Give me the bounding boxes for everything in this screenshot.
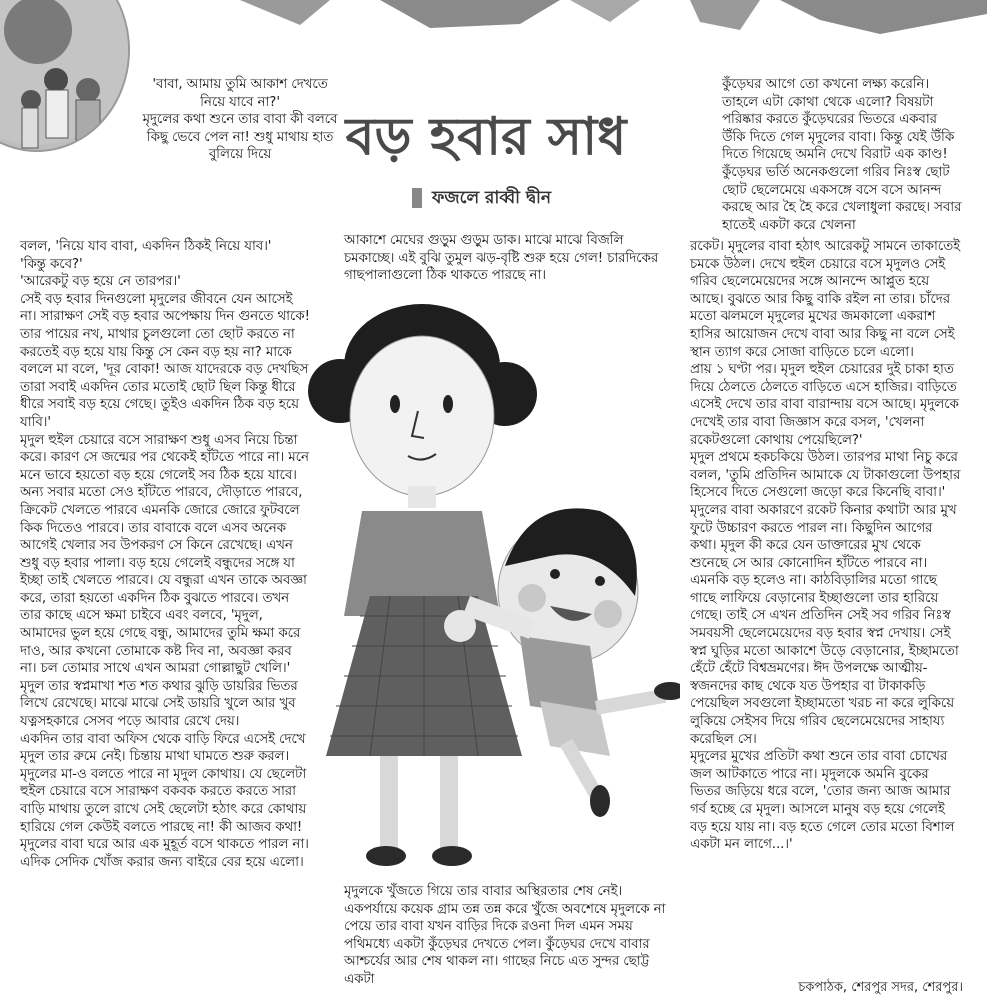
right-top-text: কুঁড়েঘর আগে তো কখনো লক্ষ্য করেনি। তাহলে এটা কোথা থেকে এলো? বিষয়টা পরিষ্কার করতে কুঁড়েঘরের ভিতরে একবার উঁকি দিতে গেল মৃদুলের বাবা। কিন্তু যেই উঁকি দিতে গিয়েছে অমনি দেখে বিরাট এক কাণ্ড! কুঁড়েঘর ভর্তি অনেকগুলো গরিব নিঃস্ব ছোট ছোট ছেলেমেয়ে একসঙ্গে বসে বসে আনন্দ করছে আর হৈ হৈ করে খেলাধুলা করছে। সবার হাতেই একটা করে খেলনা [722,77,962,233]
paragraph: একদিন তার বাবা অফিস থেকে বাড়ি ফিরে এসেই দেখে মৃদুল তার রুমে নেই। চিন্তায় মাথা ঘামতে শুরু করল। মৃদুলের মা-ও বলতে পারে না মৃদুল কোথায়। যে ছেলেটা হুইল চেয়ারে বসে সারাক্ষণ বকবক করতে করতে সারা বাড়ি মাথায় তুলে রাখে সেই ছেলেটা হঠাৎ করে কোথায় হারিয়ে গেল কেউই বলতে পারছে না! কী আজব কথা! মৃদুলের বাবা ঘরে আর এক মুহূর্ত বসে থাকতে পারল না। এদিক সেদিক খোঁজ করার জন্য বাইরে বের হয়ে এলো। [20,731,309,870]
paragraph: মৃদুল প্রথমে হকচকিয়ে উঠল। তারপর মাথা নিচু করে বলল, 'তুমি প্রতিদিন আমাকে যে টাকাগুলো উপহার হিসেবে দিতে সেগুলো জড়ো করে কিনেছি বাবা।' [690,450,961,501]
paragraph: বলল, 'নিয়ে যাব বাবা, একদিন ঠিকই নিয়ে যাব।' [20,239,272,254]
paragraph: সেই বড় হবার দিনগুলো মৃদুলের জীবনে যেন আসেই না। সারাক্ষণ সেই বড় হবার অপেক্ষায় দিন গুনতে থাকে! তার পায়ের নখ, মাথার চুলগুলো তো ছোট করতে না করতেই বড় হয়ে যায় কিন্তু সে কেন বড় হয় না? মাকে বললে মা বলে, 'দূর বোকা! আজ যাদেরকে বড় দেখছিস তারা সবাই একদিন তোর মতোই ছোট ছিল কিন্তু ধীরে ধীরে সবাই বড় হয়ে গেছে। তুইও একদিন ঠিক বড় হয়ে যাবি।' [20,291,310,430]
author-name: ফজলে রাব্বী দ্বীন [432,188,552,208]
paragraph: প্রায় ১ ঘণ্টা পর। মৃদুল হুইল চেয়ারের দুই চাকা হাত দিয়ে ঠেলতে ঠেলতে বাড়িতে এসে হাজির। বাড়িতে এসেই দেখে তার বাবা বারান্দায় বসে আছে। মৃদুলকে দেখেই তার বাবা জিজ্ঞাস করে বসল, 'খেলনা রকেটগুলো কোথায় পেয়েছিলে?' [690,362,959,448]
paragraph: 'বাবা, আমায় তুমি আকাশ দেখতে নিয়ে যাবে না?' [152,77,328,110]
paragraph: রকেট। মৃদুলের বাবা হঠাৎ আরেকটু সামনে তাকাতেই চমকে উঠল। দেখে হুইল চেয়ারে বসে মৃদুলও সেই গরিব ছেলেমেয়েদের সঙ্গে আনন্দে আপ্লুত হয়ে আছে। বুঝতে আর কিছু বাকি রইল না তার। চাঁদের মতো ঝলমলে মৃদুলের মুখের জমকালো একরাশ হাসির আয়োজন দেখে বাবা আর কিছু না বলে সেই স্থান ত্যাগ করে সোজা বাড়িতে চলে এলো। [690,239,960,360]
author-location: চকপাঠক, শেরপুর সদর, শেরপুর। [798,980,963,995]
paragraph: 'আরেকটু বড় হয়ে নে তারপর।' [20,274,181,290]
paragraph: মৃদুল তার স্বপ্নমাখা শত শত কথার ঝুড়ি ডায়রির ভিতর লিখে রেখেছে। মাঝে মাঝে সেই ডায়রি খুলে আর খুব যত্নসহকারে সেসব পড়ে আবার রেখে দেয়। [20,678,298,730]
paragraph: মৃদুলের কথা শুনে তার বাবা কী বলবে কিছু ভেবে পেল না! শুধু মাথায় হাত বুলিয়ে দিয়ে [142,112,338,163]
paragraph: মৃদুল হুইল চেয়ারে বসে সারাক্ষণ শুধু এসব নিয়ে চিন্তা করে। কারণ সে জন্মের পর থেকেই হাঁটতে পারে না। মনে মনে ভাবে হয়তো বড় হয়ে গেলেই সব ঠিক হয়ে যাবে। অন্য সবার মতো সেও হাঁটতে পারবে, দৌড়াতে পারবে, ক্রিকেট খেলতে পারবে এমনকি জোরে জোরে ফুটবলে কিক দিতেও পারবে। তার বাবাকে বলে এসব অনেক আগেই খেলার সব উপকরণ সে কিনে রেখেছে। এখন শুধু বড় হবার পালা। বড় হয়ে গেলেই বন্ধুদের সঙ্গে যা ইচ্ছা তাই খেলতে পারবে। যে বন্ধুরা এখন তাকে অবজ্ঞা করে, তারা হয়তো একদিন ঠিক বুঝতে পারবে। তখন তার কাছে এসে ক্ষমা চাইবে এবং বলবে, 'মৃদুল, আমাদের ভুল হয়ে গেছে বন্ধু, আমাদের তুমি ক্ষমা করে দাও, আর কখনো তোমাকে কষ্ট দিব না, অবজ্ঞা করব না। চল তোমার সাথে এখন আমরা গোল্লাছুট খেলি।' [20,432,309,677]
section-logo [0,0,130,152]
article-byline [412,185,551,213]
center-top-text: আকাশে মেঘের গুড়ুম গুড়ুম ডাক। মাঝে মাঝে বিজলি চমকাচ্ছে। এই বুঝি তুমুল ঝড়-বৃষ্টি শুরু হয়ে গেল! চারদিকের গাছপালাগুলো ঠিক থাকতে পারছে না। [344,233,659,284]
intro-column [140,76,340,164]
header-banner-art [0,0,987,40]
center-bottom-text: মৃদুলকে খুঁজতে গিয়ে তার বাবার অস্থিরতার শেষ নেই। একপর্যায়ে কয়েক গ্রাম তন্ন তন্ন করে খুঁজে অবশেষে মৃদুলকে না পেয়ে তার বাবা যখন বাড়ির দিকে রওনা দিল এমন সময় পথিমধ্যে একটা কুঁড়েঘর দেখতে পেল। কুঁড়েঘর দেখে বাবার আশ্চর্যের আর শেষ থাকল না। গাছের নিচে এত সুন্দর ছোট্ট একটা [344,884,666,987]
paragraph: মৃদুলের বাবা অকারণে রকেট কিনার কথাটা আর মুখ ফুটে উচ্চারণ করতে পারল না। কিছুদিন আগের কথা। মৃদুল কী করে যেন ডাক্তারের মুখ থেকে শুনেছে সে আর কোনোদিন হাঁটতে পারবে না। এমনকি বড় হলেও না। কাঠবিড়ালির মতো গাছে গাছে লাফিয়ে বেড়ানোর ইচ্ছাগুলো তার হারিয়ে গেছে। তাই সে এখন প্রতিদিন সেই সব গরিব নিঃস্ব সমবয়সী ছেলেমেয়েদের বড় হবার স্বপ্ন দেখায়। সেই স্বপ্ন ঘুড়ির মতো আকাশে উড়ে বেড়ানোর, ইচ্ছামতো হেঁটে হেঁটে বিশ্বভ্রমণের। ঈদ উপলক্ষে আত্মীয়-স্বজনদের কাছ থেকে যত উপহার বা টাকাকড়ি পেয়েছিল সবগুলো ইচ্ছামতো খরচ না করে লুকিয়ে লুকিয়ে সেইসব দিয়ে গরিব ছেলেমেয়েদের সাহায্য করেছিল সে। [690,502,959,747]
paragraph: 'কিন্তু কবে?' [20,256,83,272]
mother-and-child-illustration [300,296,680,876]
article-title: বড় হবার সাধ [345,106,627,167]
paragraph: মৃদুলের মুখের প্রতিটা কথা শুনে তার বাবা চোখের জল আটকাতে পারে না। মৃদুলকে অমনি বুকের ভিতর জড়িয়ে ধরে বলে, 'তোর জন্য আজ আমার গর্ব হচ্ছে রে মৃদুল। আসলে মানুষ বড় হয়ে গেলেই বড় হয়ে যায় না। বড় হতে গেলে তোর মতো বিশাল একটা মন লাগে...।' [690,749,955,853]
right-column [690,238,962,854]
left-column [20,238,312,871]
byline-marker [412,188,422,208]
